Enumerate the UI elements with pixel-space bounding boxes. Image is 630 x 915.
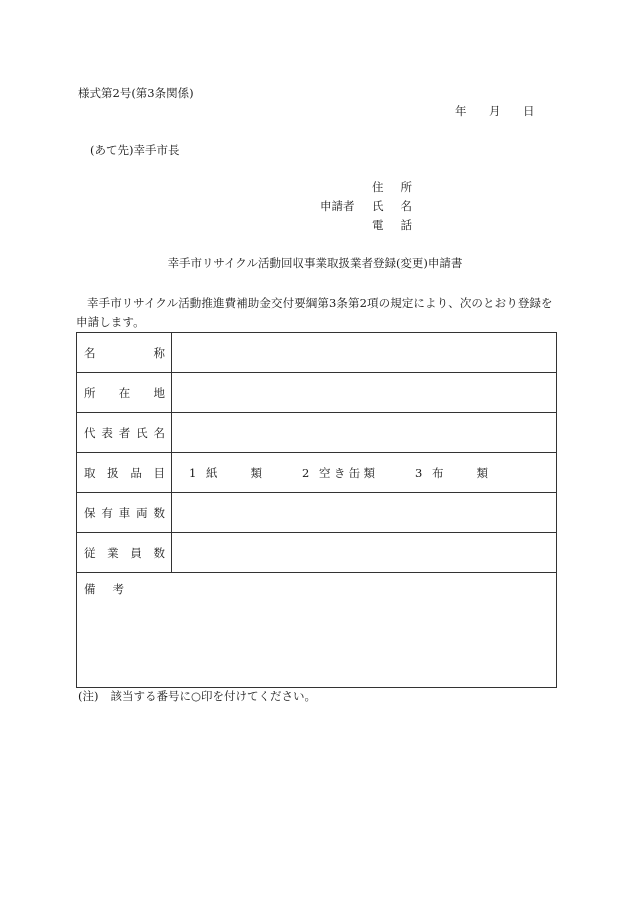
row-label-cell [77, 333, 172, 373]
applicant-address-label: 住所 [372, 180, 412, 194]
item-number: 2 [302, 465, 310, 480]
applicant-phone-label: 電話 [372, 218, 412, 232]
item-name: 空き缶類 [319, 465, 375, 480]
applicant-name-row [320, 199, 430, 213]
date-day-label: 日 [523, 104, 535, 118]
applicant-prefix: 申請者 [320, 199, 355, 213]
table-row [77, 453, 557, 493]
row-label-cell [77, 453, 172, 493]
addressee: (あて先)幸手市長 [90, 143, 180, 157]
table-row [77, 333, 557, 373]
table-row [77, 533, 557, 573]
row-label-vehicles: 保有車両数 [84, 505, 165, 520]
items-value-cell [172, 453, 557, 493]
applicant-name-label: 氏名 [372, 199, 412, 213]
item-name: 布類 [432, 465, 488, 480]
table-row [77, 493, 557, 533]
note-prefix: (注) [78, 689, 99, 703]
row-label-name: 名称 [84, 345, 165, 360]
item-number: 3 [415, 465, 423, 480]
item-option-cloth[interactable] [415, 465, 488, 481]
row-label-items: 取扱品目 [84, 465, 165, 480]
remarks-cell[interactable] [77, 573, 557, 688]
application-table [76, 332, 557, 688]
row-label-employees: 従業員数 [84, 545, 165, 560]
row-label-representative: 代表者氏名 [84, 425, 165, 440]
date-month-label: 月 [489, 104, 501, 118]
applicant-phone-row [320, 218, 430, 232]
location-value-cell[interactable] [172, 373, 557, 413]
document-title: 幸手市リサイクル活動回収事業取扱業者登録(変更)申請書 [167, 256, 463, 270]
form-number: 様式第2号(第3条関係) [78, 86, 194, 100]
item-number: 1 [189, 465, 197, 480]
row-label-cell [77, 533, 172, 573]
table-row [77, 373, 557, 413]
table-row [77, 573, 557, 688]
item-option-paper[interactable] [189, 465, 302, 481]
date-line [455, 104, 535, 118]
employees-value-cell[interactable] [172, 533, 557, 573]
row-label-cell [77, 413, 172, 453]
remarks-label: 備考 [84, 582, 124, 596]
item-option-cans[interactable] [302, 465, 415, 481]
row-label-location: 所在地 [84, 385, 165, 400]
table-row [77, 413, 557, 453]
name-value-cell[interactable] [172, 333, 557, 373]
applicant-address-row [320, 180, 430, 194]
note-text: 該当する番号に○印を付けてください。 [110, 689, 317, 703]
intro-paragraph: 幸手市リサイクル活動推進費補助金交付要綱第3条第2項の規定により、次のとおり登録を申請します。 [76, 296, 553, 329]
date-year-label: 年 [455, 104, 467, 118]
vehicles-value-cell[interactable] [172, 493, 557, 533]
row-label-cell [77, 493, 172, 533]
footnote [78, 689, 316, 703]
representative-value-cell[interactable] [172, 413, 557, 453]
row-label-cell [77, 373, 172, 413]
item-name: 紙類 [206, 465, 262, 480]
